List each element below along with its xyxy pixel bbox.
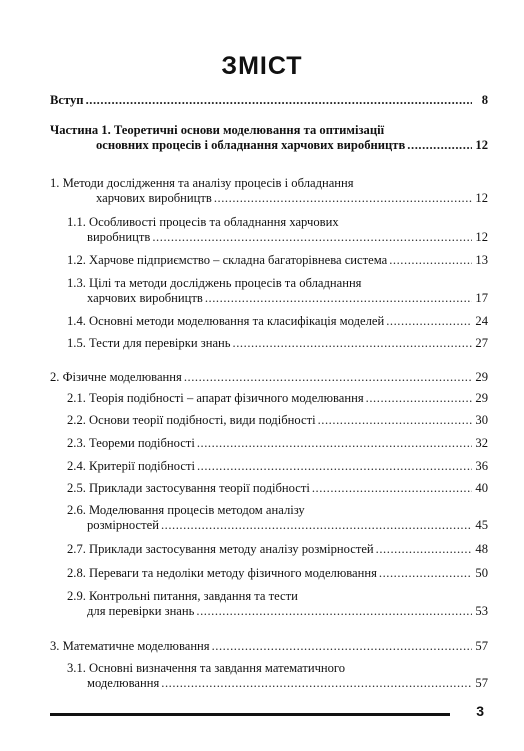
leader-dots [161,676,472,691]
toc-entry-title-cont: моделювання [87,676,160,690]
toc-entry-title-cont: харчових виробництв [87,291,203,305]
toc-entry-title-cont: виробництв [87,230,151,244]
page-title: ЗМІСТ [221,52,303,80]
toc-entry-title: 2.8. Переваги та недоліки методу фізичного моделювання [67,566,377,580]
toc-entry [67,276,488,306]
toc-entry [50,370,488,385]
leader-dots [212,639,472,654]
toc-entry [67,215,488,245]
leader-dots [196,604,472,619]
leader-dots [214,191,472,206]
toc-entry [50,93,488,108]
leader-dots [86,93,472,108]
toc-entry-page: 45 [475,518,488,532]
leader-dots [366,391,472,406]
toc-entry-title: 1.1. Особливості процесів та обладнання харчових [67,215,339,229]
toc-entry [67,542,488,557]
leader-dots [161,518,472,533]
toc-entry-page: 50 [475,566,488,580]
toc-entry-title: 2.9. Контрольні питання, завдання та тести [67,589,298,603]
toc-entry-title: 1. Методи дослідження та аналізу процесів і обладнання [50,176,354,190]
toc-entry-title: 2.6. Моделювання процесів методом аналізу [67,503,305,517]
leader-dots [379,566,472,581]
toc-entry-title: 1.2. Харчове підприємство – складна багаторівнева система [67,253,388,267]
toc-entry-title: 2.4. Критерії подібності [67,459,195,473]
toc-entry [67,391,488,406]
toc-entry [67,589,488,619]
toc-entry-title: 3. Математичне моделювання [50,639,210,653]
leader-dots [376,542,472,557]
toc-entry-page: 29 [475,391,488,405]
toc-entry [67,436,488,451]
toc-entry-title: 2. Фізичне моделювання [50,370,182,384]
toc-entry [67,503,488,533]
toc-entry-title: 1.5. Тести для перевірки знань [67,336,231,350]
toc-entry-title-cont: харчових виробництв [96,191,212,205]
leader-dots [197,459,472,474]
leader-dots [233,336,472,351]
leader-dots [407,138,472,153]
toc-entry-page: 24 [475,314,488,328]
toc-entry [67,661,488,691]
toc-entry-page: 48 [475,542,488,556]
leader-dots [152,230,472,245]
leader-dots [197,436,472,451]
toc-entry-title: 1.3. Цілі та методи досліджень процесів та обладнання [67,276,362,290]
toc-entry-title-cont: для перевірки знань [87,604,195,618]
page-number: 3 [476,703,484,719]
toc-entry-title: 2.2. Основи теорії подібності, види подібності [67,413,316,427]
leader-dots [205,291,472,306]
toc-entry [50,123,488,153]
toc-entry-title-cont: розмірностей [87,518,159,532]
toc-entry [67,413,488,428]
toc-entry-title: 2.1. Теорія подібності – апарат фізичного моделювання [67,391,364,405]
toc-entry [67,459,488,474]
toc-entry-page: 30 [475,413,488,427]
toc-entry-page: 36 [475,459,488,473]
toc-entry-title: 2.7. Приклади застосування методу аналізу розмірностей [67,542,374,556]
leader-dots [389,253,472,268]
leader-dots [386,314,472,329]
toc-entry-title-cont: основних процесів і обладнання харчових виробництв [96,138,406,152]
toc-entry [50,176,488,206]
leader-dots [184,370,472,385]
toc-entry-page: 57 [475,676,488,690]
toc-entry-page: 12 [475,230,488,244]
toc-entry [67,314,488,329]
toc-entry-title: Вступ [50,93,84,107]
footer-rule [50,713,450,716]
toc-entry-page: 17 [475,291,488,305]
toc-entry-page: 13 [475,253,488,267]
toc-entry-title: 1.4. Основні методи моделювання та класифікація моделей [67,314,385,328]
toc-entry-page: 27 [475,336,488,350]
leader-dots [318,413,472,428]
toc-entry [67,566,488,581]
toc-entry-page: 29 [475,370,488,384]
toc-entry-page: 8 [481,93,488,107]
toc-entry [67,481,488,496]
toc-entry-page: 32 [475,436,488,450]
toc-entry-page: 40 [475,481,488,495]
toc-entry-page: 12 [475,138,488,152]
toc-entry-page: 57 [475,639,488,653]
toc-entry [67,336,488,351]
toc-entry-page: 53 [475,604,488,618]
toc-entry [67,253,488,268]
toc-entry-page: 12 [475,191,488,205]
toc-entry-title: Частина 1. Теоретичні основи моделювання та оптимізації [50,123,385,137]
toc-entry-title: 3.1. Основні визначення та завдання математичного [67,661,346,675]
leader-dots [312,481,472,496]
toc-entry-title: 2.5. Приклади застосування теорії подібності [67,481,310,495]
toc-entry-title: 2.3. Теореми подібності [67,436,195,450]
toc-entry [50,639,488,654]
